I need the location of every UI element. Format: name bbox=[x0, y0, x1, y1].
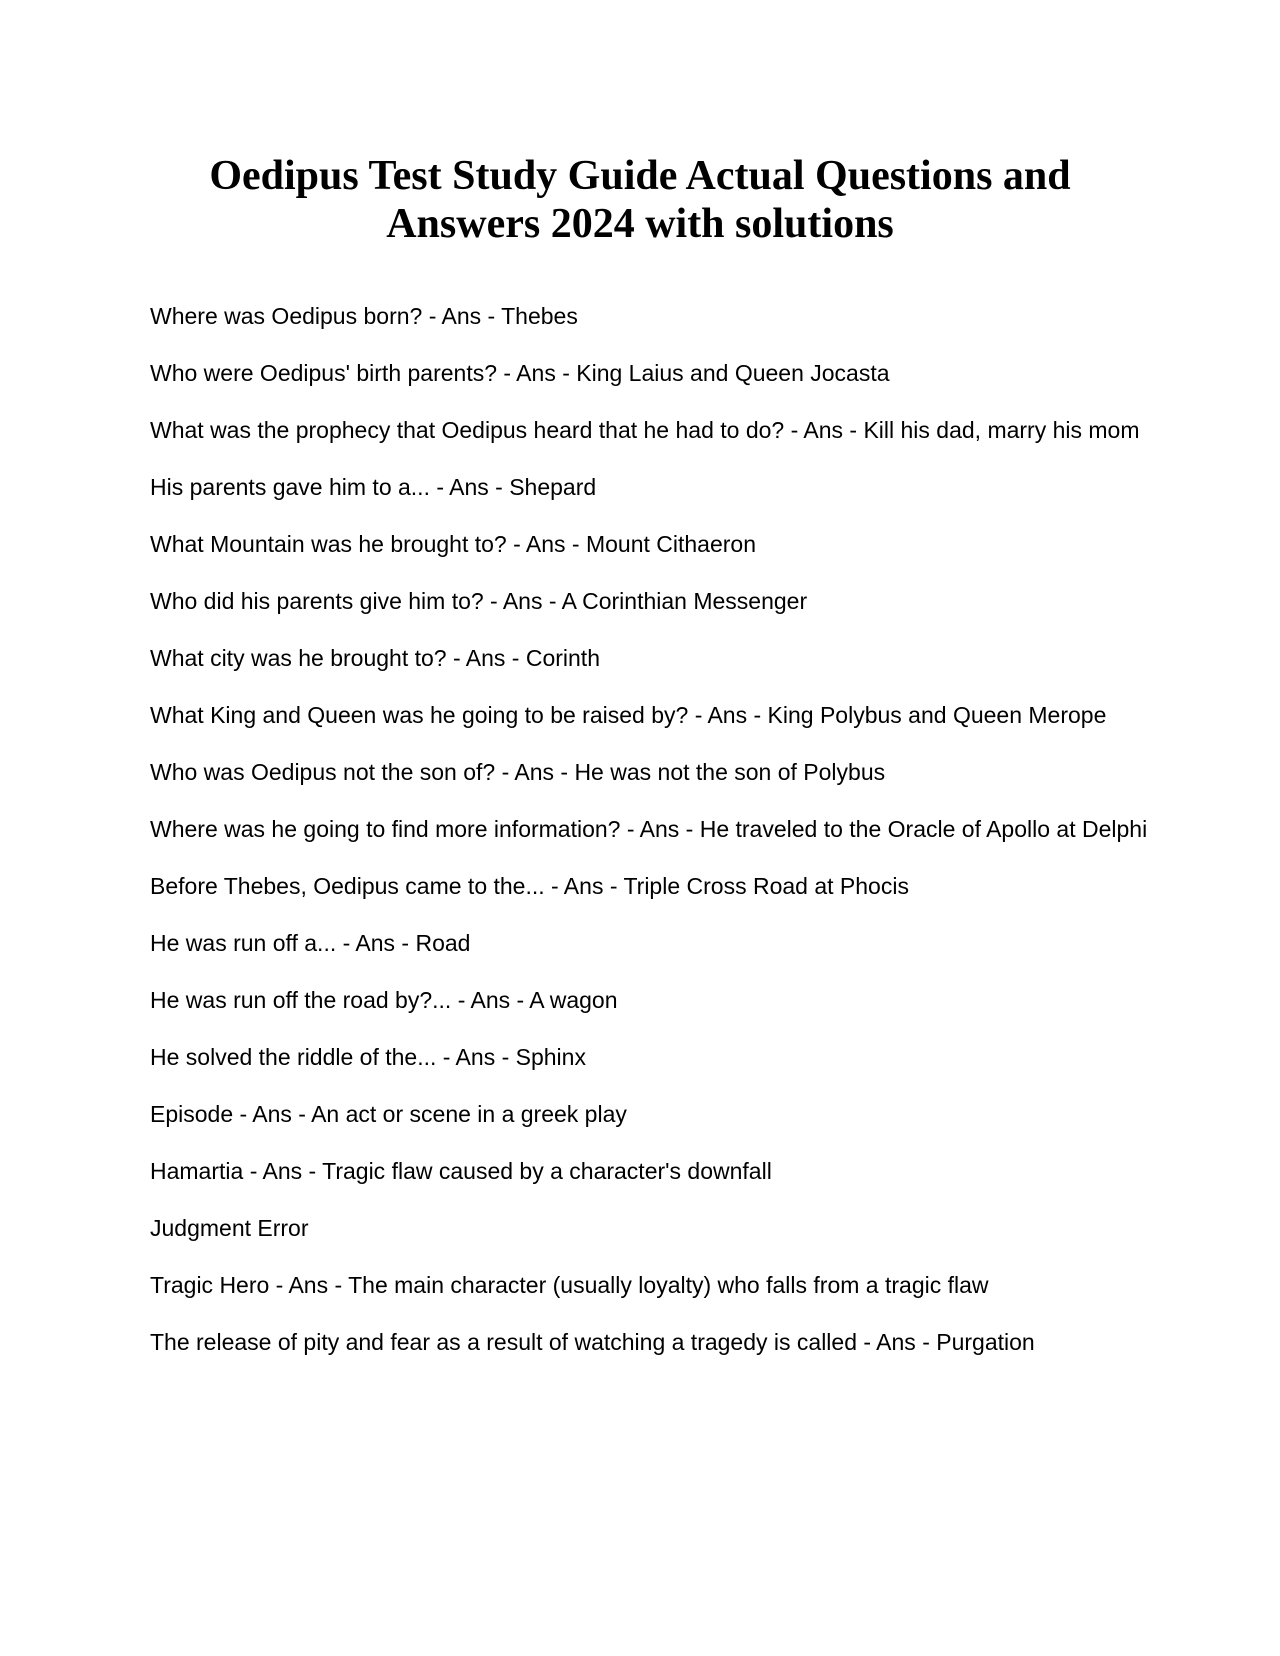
qa-item: Tragic Hero - Ans - The main character (usually loyalty) who falls from a tragic flaw bbox=[150, 1272, 989, 1298]
qa-item: Where was he going to find more information? - Ans - He traveled to the Oracle of Apollo at Delphi bbox=[150, 816, 1148, 842]
qa-item: His parents gave him to a... - Ans - Shepard bbox=[150, 474, 597, 500]
qa-item: He was run off the road by?... - Ans - A wagon bbox=[150, 987, 618, 1013]
qa-item: The release of pity and fear as a result of watching a tragedy is called - Ans - Purgation bbox=[150, 1329, 1035, 1355]
qa-item: Judgment Error bbox=[150, 1215, 309, 1241]
qa-item: Hamartia - Ans - Tragic flaw caused by a character's downfall bbox=[150, 1158, 772, 1184]
qa-item: He solved the riddle of the... - Ans - Sphinx bbox=[150, 1044, 586, 1070]
qa-item: Who was Oedipus not the son of? - Ans - He was not the son of Polybus bbox=[150, 759, 886, 785]
qa-item: What was the prophecy that Oedipus heard that he had to do? - Ans - Kill his dad, marry his mom bbox=[150, 417, 1140, 443]
qa-item: He was run off a... - Ans - Road bbox=[150, 930, 471, 956]
qa-item: Before Thebes, Oedipus came to the... - Ans - Triple Cross Road at Phocis bbox=[150, 873, 909, 899]
qa-item: Who did his parents give him to? - Ans - A Corinthian Messenger bbox=[150, 588, 808, 614]
title-line-1: Oedipus Test Study Guide Actual Questions and bbox=[209, 153, 1071, 199]
document-title bbox=[150, 152, 1130, 248]
qa-item: Who were Oedipus' birth parents? - Ans - King Laius and Queen Jocasta bbox=[150, 360, 890, 386]
qa-item: What King and Queen was he going to be raised by? - Ans - King Polybus and Queen Merope bbox=[150, 702, 1107, 728]
qa-item: What Mountain was he brought to? - Ans - Mount Cithaeron bbox=[150, 531, 756, 557]
qa-list bbox=[150, 302, 1150, 1385]
title-line-2: Answers 2024 with solutions bbox=[386, 201, 894, 247]
qa-item: What city was he brought to? - Ans - Corinth bbox=[150, 645, 600, 671]
qa-item: Episode - Ans - An act or scene in a greek play bbox=[150, 1101, 627, 1127]
qa-item: Where was Oedipus born? - Ans - Thebes bbox=[150, 303, 578, 329]
